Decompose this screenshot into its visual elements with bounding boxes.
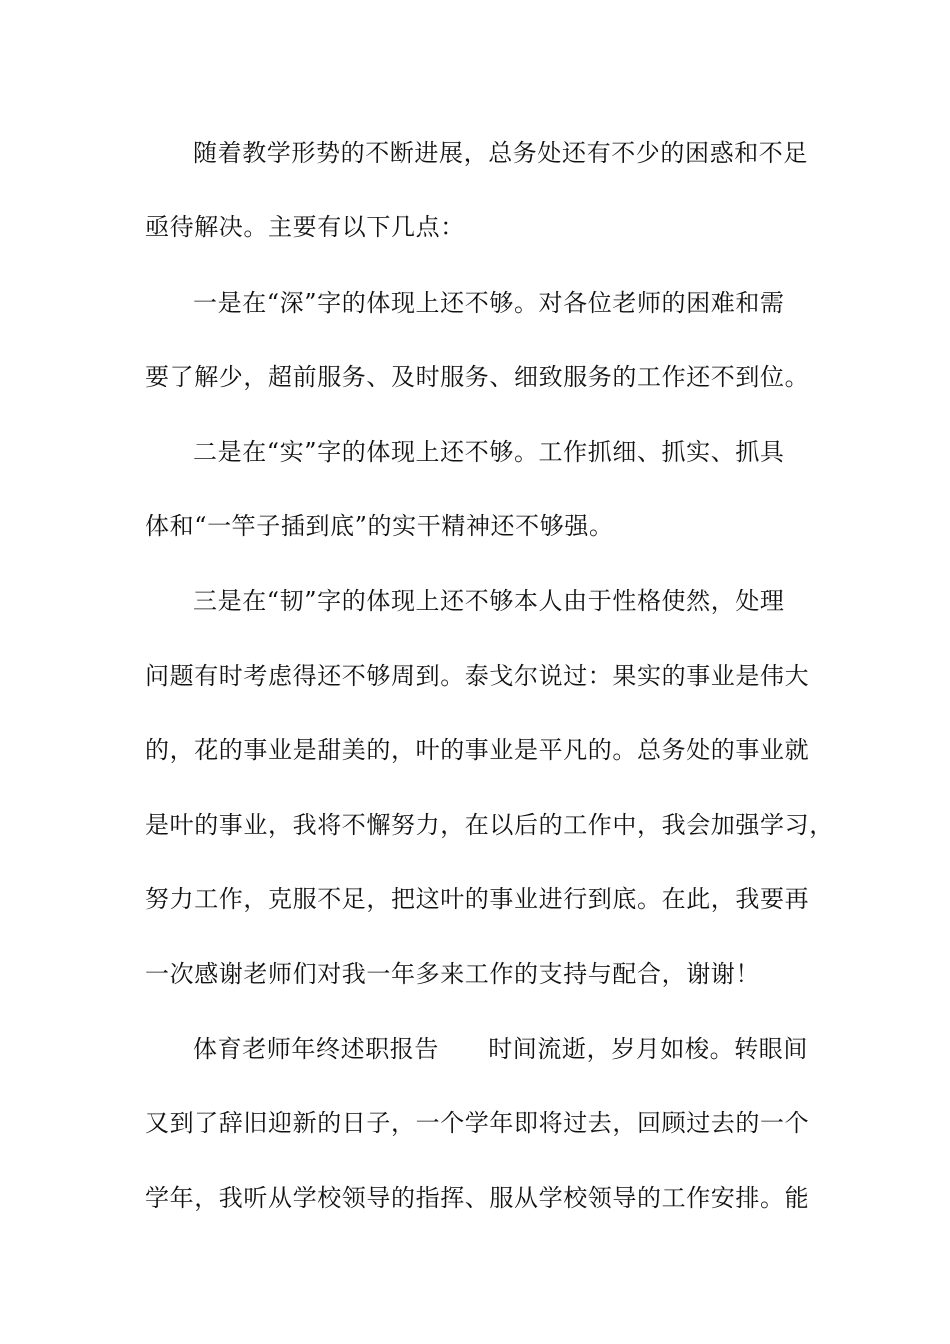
paragraph-4-line-1: 三是在“韧”字的体现上还不够本人由于性格使然，处理 xyxy=(193,587,785,615)
paragraph-2-line-2: 要了解少，超前服务、及时服务、细致服务的工作还不到位。 xyxy=(145,363,810,391)
paragraph-4-line-3: 的，花的事业是甜美的，叶的事业是平凡的。总务处的事业就 xyxy=(145,736,810,764)
paragraph-1-line-2: 亟待解决。主要有以下几点： xyxy=(145,213,465,241)
paragraph-5-line-1: 体育老师年终述职报告 时间流逝，岁月如梭。转眼间 xyxy=(193,1035,808,1063)
paragraph-4-line-5: 努力工作，克服不足，把这叶的事业进行到底。在此，我要再 xyxy=(145,885,810,913)
paragraph-4-line-4: 是叶的事业，我将不懈努力，在以后的工作中，我会加强学习， xyxy=(145,811,834,839)
paragraph-4-line-2: 问题有时考虑得还不够周到。泰戈尔说过：果实的事业是伟大 xyxy=(145,662,810,690)
paragraph-1-line-1: 随着教学形势的不断进展，总务处还有不少的困惑和不足 xyxy=(193,139,808,167)
paragraph-3-line-1: 二是在“实”字的体现上还不够。工作抓细、抓实、抓具 xyxy=(193,438,785,466)
paragraph-4-line-6: 一次感谢老师们对我一年多来工作的支持与配合，谢谢！ xyxy=(145,960,760,988)
paragraph-5-line-3: 学年，我听从学校领导的指挥、服从学校领导的工作安排。能 xyxy=(145,1184,810,1212)
paragraph-2-line-1: 一是在“深”字的体现上还不够。对各位老师的困难和需 xyxy=(193,289,785,317)
paragraph-5-line-2: 又到了辞旧迎新的日子，一个学年即将过去，回顾过去的一个 xyxy=(145,1109,810,1137)
paragraph-3-line-2: 体和“一竿子插到底”的实干精神还不够强。 xyxy=(145,512,614,540)
